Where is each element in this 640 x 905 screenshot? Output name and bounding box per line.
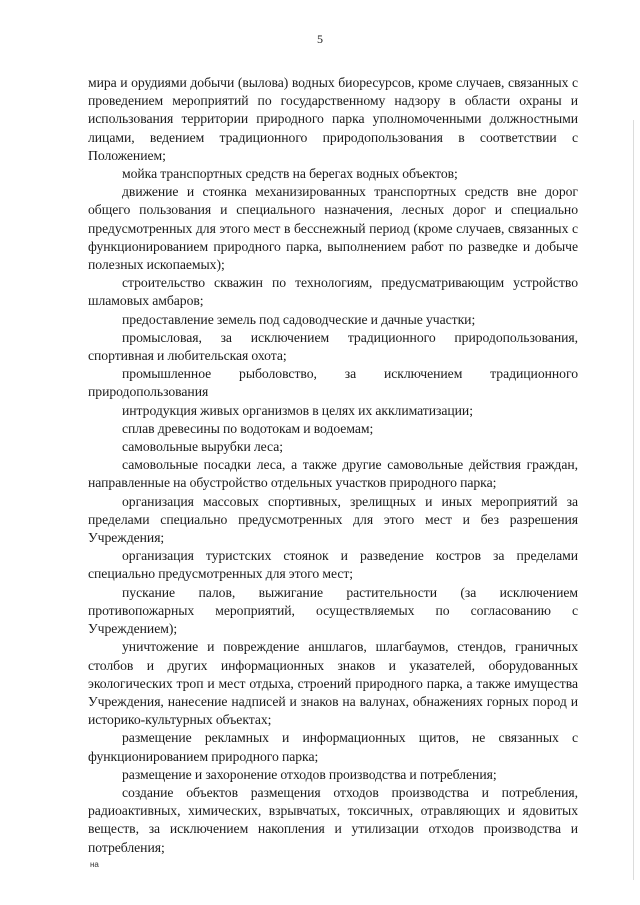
paragraph: мира и орудиями добычи (вылова) водных биоресурсов, кроме случаев, связанных с проведением мероприятий по государственному надзору в области охраны и использования территории природного парка уполномоченными должностными лицами, ведением традиционного природопользования в соответствии с Положением; [88,75,578,163]
paragraph: самовольные посадки леса, а также другие самовольные действия граждан, направленные на обустройство отдельных участков природного парка; [88,457,578,491]
paragraph: предоставление земель под садоводческие и дачные участки; [122,311,476,327]
paragraph: организация туристских стоянок и разведение костров за пределами специально предусмотренных для этого мест; [88,548,578,582]
paragraph: самовольные вырубки леса; [122,439,284,455]
paragraph: уничтожение и повреждение аншлагов, шлагбаумов, стендов, граничных столбов и других информационных знаков и указателей, оборудованных экологических троп и мест отдыха, строений природного парка, а также имущества Учреждения, нанесение надписей и знаков на валунах, обнажениях горных пород и историко-культурных объектах; [88,639,578,728]
paragraph: пускание палов, выжигание растительности (за исключением противопожарных мероприятий, осуществляемых по согласованию с Учреждением); [88,584,578,637]
paragraph: размещение и захоронение отходов производства и потребления; [122,766,497,782]
footer-note: на [90,860,99,869]
paragraph: строительство скважин по технологиям, предусматривающим устройство шламовых амбаров; [88,275,578,309]
paragraph: создание объектов размещения отходов производства и потребления, радиоактивных, химических, взрывчатых, токсичных, отравляющих и ядовитых веществ, за исключением накопления и утилизации отходов производства и потребления; [88,784,578,855]
page-number: 5 [317,32,323,46]
paragraph: организация массовых спортивных, зрелищных и иных мероприятий за пределами специально предусмотренных для этого мест и без разрешения Учреждения; [88,493,578,546]
paragraph: движение и стоянка механизированных транспортных средств вне дорог общего пользования и специального назначения, лесных дорог и специально предусмотренных для этого мест в бесснежный период (кроме случаев, связанных с функционированием природного парка, выполнением работ по разведке и добыче полезных ископаемых); [88,184,578,273]
paragraph: мойка транспортных средств на берегах водных объектов; [122,166,458,182]
document-body [88,74,578,857]
paragraph: интродукция живых организмов в целях их акклиматизации; [122,402,473,418]
paragraph: сплав древесины по водотокам и водоемам; [122,420,374,436]
scan-edge-line [633,120,634,880]
paragraph: промышленное рыболовство, за исключением традиционного природопользования [88,366,578,400]
paragraph: размещение рекламных и информационных щитов, не связанных с функционированием природного парка; [88,730,578,764]
paragraph: промысловая, за исключением традиционного природопользования, спортивная и любительская охота; [88,329,578,364]
